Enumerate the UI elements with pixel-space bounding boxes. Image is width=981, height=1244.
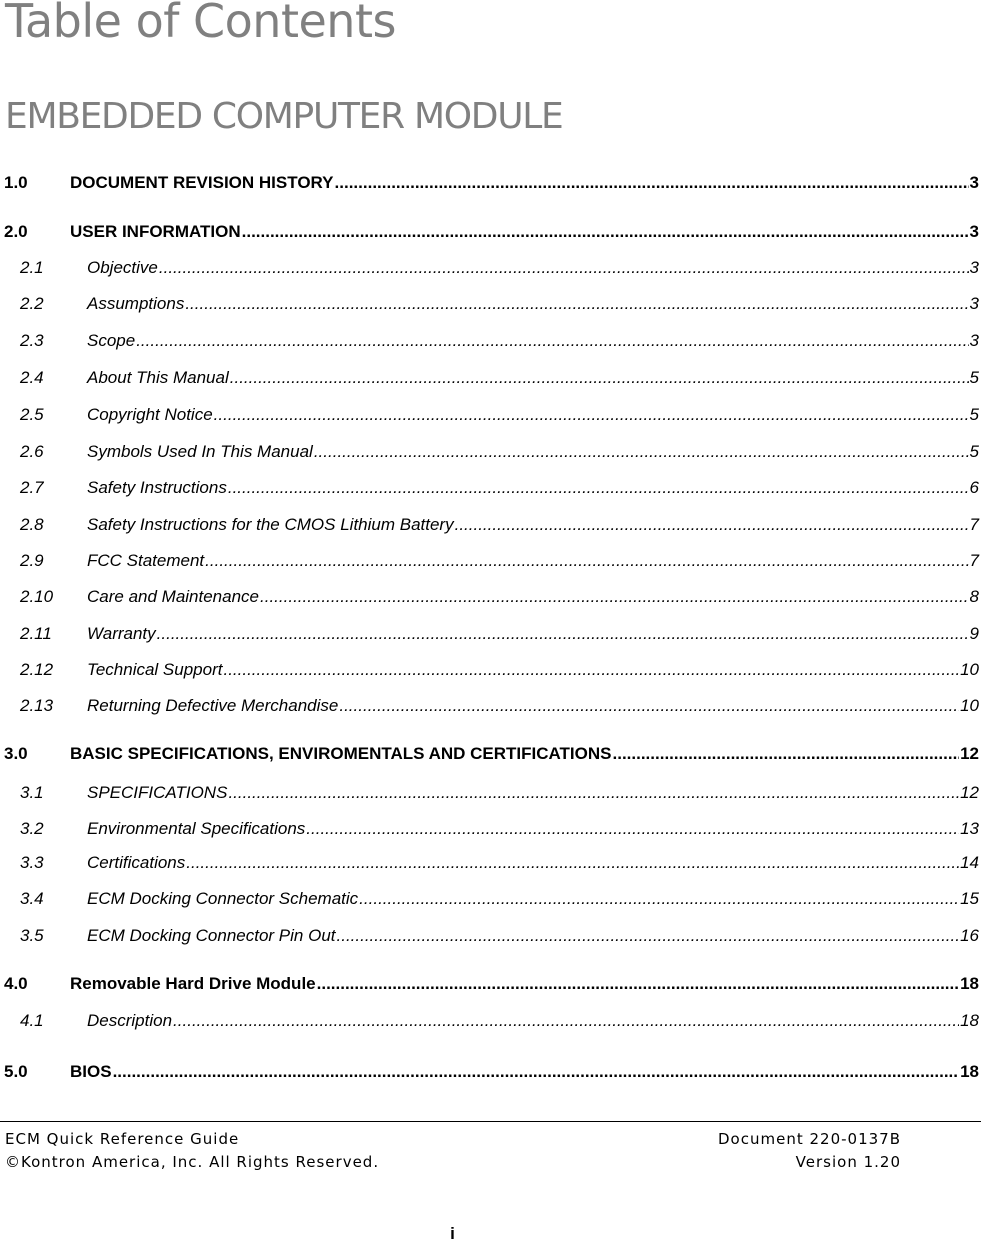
toc-entry-number: 2.0 <box>4 222 28 241</box>
footer-version: Version 1.20 <box>795 1153 901 1171</box>
toc-entry-label: USER INFORMATION <box>70 222 241 241</box>
toc-entry[interactable] <box>0 922 979 946</box>
toc-entry[interactable] <box>0 401 979 425</box>
toc-entry-number: 2.5 <box>20 405 44 424</box>
toc-dot-leader <box>214 405 969 425</box>
toc-entry-page: 6 <box>969 478 979 497</box>
toc-entry-label: Safety Instructions for the CMOS Lithium Battery <box>87 515 454 534</box>
toc-entry[interactable] <box>0 438 979 462</box>
toc-dot-leader <box>230 368 969 388</box>
page-title: Table of Contents <box>5 0 396 48</box>
toc-entry-number: 4.0 <box>4 974 28 993</box>
toc-entry-page: 7 <box>969 551 979 570</box>
toc-dot-leader <box>242 222 969 242</box>
toc-dot-leader <box>185 294 968 314</box>
toc-entry[interactable] <box>0 815 979 839</box>
toc-dot-leader <box>317 974 959 994</box>
toc-dot-leader <box>306 819 959 839</box>
toc-entry-page: 18 <box>960 1011 979 1030</box>
toc-entry-number: 3.0 <box>4 744 28 763</box>
toc-entry-label: ECM Docking Connector Pin Out <box>87 926 336 945</box>
toc-entry-number: 2.7 <box>20 478 44 497</box>
toc-entry-label: Technical Support <box>87 660 223 679</box>
toc-entry-page: 3 <box>969 222 979 241</box>
toc-entry-number: 2.8 <box>20 515 44 534</box>
toc-entry[interactable] <box>0 290 979 314</box>
toc-entry-label: Assumptions <box>87 294 185 313</box>
toc-entry[interactable] <box>0 583 979 607</box>
toc-entry-number: 2.13 <box>20 696 54 715</box>
toc-entry[interactable] <box>0 547 979 571</box>
toc-entry-number: 2.6 <box>20 442 44 461</box>
toc-entry[interactable] <box>0 218 979 242</box>
toc-dot-leader <box>186 853 959 873</box>
toc-dot-leader <box>613 744 960 764</box>
toc-dot-leader <box>455 515 969 535</box>
toc-dot-leader <box>136 331 968 351</box>
toc-entry-label: Environmental Specifications <box>87 819 306 838</box>
footer-guide-title: ECM Quick Reference Guide <box>5 1130 240 1148</box>
toc-entry[interactable] <box>0 511 979 535</box>
toc-entry[interactable] <box>0 656 979 680</box>
toc-entry-number: 2.10 <box>20 587 54 606</box>
toc-entry-page: 9 <box>969 624 979 643</box>
toc-entry-label: Objective <box>87 258 158 277</box>
toc-entry-page: 14 <box>960 853 979 872</box>
toc-entry[interactable] <box>0 1058 979 1082</box>
toc-entry-label: BASIC SPECIFICATIONS, ENVIROMENTALS AND CERTIFICATIONS <box>70 744 612 763</box>
toc-dot-leader <box>339 696 959 716</box>
toc-entry-page: 5 <box>969 405 979 424</box>
toc-entry-label: Returning Defective Merchandise <box>87 696 339 715</box>
toc-dot-leader <box>228 783 959 803</box>
toc-entry-number: 3.2 <box>20 819 44 838</box>
toc-entry-label: FCC Statement <box>87 551 205 570</box>
toc-entry-page: 8 <box>969 587 979 606</box>
toc-entry-number: 3.3 <box>20 853 44 872</box>
toc-entry-page: 18 <box>960 1062 979 1081</box>
toc-entry-label: Symbols Used In This Manual <box>87 442 313 461</box>
toc-entry-label: BIOS <box>70 1062 112 1081</box>
toc-entry-label: ECM Docking Connector Schematic <box>87 889 359 908</box>
toc-entry-label: DOCUMENT REVISION HISTORY <box>70 173 334 192</box>
toc-dot-leader <box>223 660 959 680</box>
toc-entry-page: 7 <box>969 515 979 534</box>
toc-dot-leader <box>337 926 960 946</box>
footer-document-number: Document 220-0137B <box>718 1130 901 1148</box>
toc-dot-leader <box>157 624 969 644</box>
toc-entry-page: 5 <box>969 368 979 387</box>
toc-entry-label: Care and Maintenance <box>87 587 260 606</box>
toc-entry-label: Description <box>87 1011 173 1030</box>
toc-dot-leader <box>173 1011 959 1031</box>
toc-entry-label: Removable Hard Drive Module <box>70 974 316 993</box>
toc-entry-number: 3.5 <box>20 926 44 945</box>
toc-dot-leader <box>205 551 968 571</box>
toc-entry[interactable] <box>0 779 979 803</box>
toc-entry[interactable] <box>0 849 979 873</box>
toc-entry-page: 16 <box>960 926 979 945</box>
footer-divider <box>0 1121 981 1122</box>
toc-entry-number: 2.9 <box>20 551 44 570</box>
toc-dot-leader <box>228 478 969 498</box>
toc-entry-number: 2.2 <box>20 294 44 313</box>
toc-entry-page: 3 <box>969 331 979 350</box>
toc-dot-leader <box>314 442 969 462</box>
toc-entry-number: 2.11 <box>20 624 52 643</box>
toc-entry[interactable] <box>0 327 979 351</box>
toc-entry-number: 1.0 <box>4 173 28 192</box>
toc-entry-number: 2.12 <box>20 660 54 679</box>
toc-entry-page: 3 <box>969 173 979 192</box>
toc-entry-page: 10 <box>960 660 979 679</box>
toc-entry[interactable] <box>0 885 979 909</box>
document-subtitle: EMBEDDED COMPUTER MODULE <box>5 96 563 137</box>
toc-entry-number: 2.4 <box>20 368 44 387</box>
toc-entry-page: 3 <box>969 258 979 277</box>
toc-entry-number: 5.0 <box>4 1062 28 1081</box>
toc-entry[interactable] <box>0 620 979 644</box>
toc-entry-page: 18 <box>960 974 979 993</box>
toc-entry[interactable] <box>0 364 979 388</box>
toc-entry-label: SPECIFICATIONS <box>87 783 228 802</box>
toc-entry-label: About This Manual <box>87 368 229 387</box>
toc-dot-leader <box>113 1062 960 1082</box>
toc-entry[interactable] <box>0 692 979 716</box>
page-number: i <box>450 1224 455 1243</box>
toc-entry[interactable] <box>0 740 979 764</box>
toc-entry-number: 3.4 <box>20 889 44 908</box>
toc-entry[interactable] <box>0 970 979 994</box>
toc-entry-page: 5 <box>969 442 979 461</box>
toc-entry[interactable] <box>0 254 979 278</box>
toc-entry-number: 4.1 <box>20 1011 44 1030</box>
toc-entry-number: 3.1 <box>20 783 44 802</box>
toc-entry[interactable] <box>0 1007 979 1031</box>
toc-dot-leader <box>359 889 959 909</box>
toc-entry-label: Scope <box>87 331 136 350</box>
toc-dot-leader <box>335 173 969 193</box>
toc-dot-leader <box>159 258 969 278</box>
toc-entry-label: Warranty <box>87 624 156 643</box>
toc-entry-number: 2.1 <box>20 258 44 277</box>
toc-entry-number: 2.3 <box>20 331 44 350</box>
toc-entry-page: 12 <box>960 744 979 763</box>
toc-entry-page: 12 <box>960 783 979 802</box>
toc-entry-page: 3 <box>969 294 979 313</box>
toc-entry-label: Certifications <box>87 853 186 872</box>
toc-entry-page: 10 <box>960 696 979 715</box>
toc-entry[interactable] <box>0 474 979 498</box>
toc-entry-page: 15 <box>960 889 979 908</box>
toc-entry-label: Copyright Notice <box>87 405 213 424</box>
footer-copyright: ©Kontron America, Inc. All Rights Reserved. <box>5 1153 380 1171</box>
toc-dot-leader <box>260 587 969 607</box>
toc-entry-label: Safety Instructions <box>87 478 227 497</box>
toc-entry-page: 13 <box>960 819 979 838</box>
toc-entry[interactable] <box>0 169 979 193</box>
